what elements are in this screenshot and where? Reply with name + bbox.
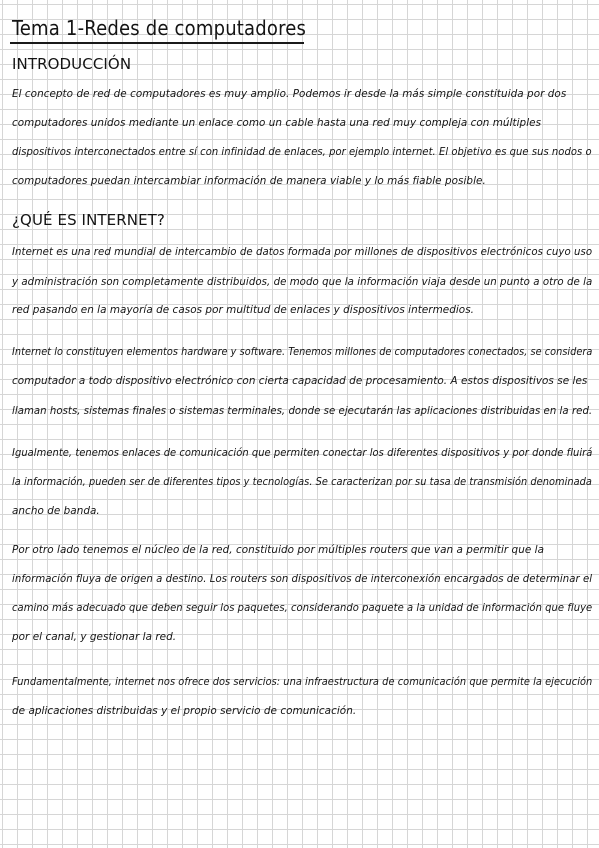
paragraph-3-line-2: la información, pueden ser de diferentes tipos y tecnologías. Se caracterizan por su tasa de transmisión denominada [12,476,592,488]
paragraph-4-line-1: Por otro lado tenemos el núcleo de la red, constituido por múltiples routers que van a permitir que la [12,544,544,556]
paragraph-4-line-4: por el canal, y gestionar la red. [12,631,177,643]
paragraph-2-line-1: Internet lo constituyen elementos hardware y software. Tenemos millones de computadores conectados, se considera [12,346,593,358]
intro-line-4: computadores puedan intercambiar información de manera viable y lo más fiable posible. [12,175,486,187]
section-heading-introduccion: INTRODUCCIÓN [12,55,132,73]
paragraph-1-line-2: y administración son completamente distribuidos, de modo que la información viaja desde un punto a otro de la [12,276,593,288]
paragraph-4-line-3: camino más adecuado que deben seguir los paquetes, considerando paquete a la unidad de información que fluye [12,602,593,614]
paragraph-3-line-1: Igualmente, tenemos enlaces de comunicación que permiten conectar los diferentes dispositivos y por donde fluirá [12,447,593,459]
paragraph-5-line-1: Fundamentalmente, internet nos ofrece dos servicios: una infraestructura de comunicación que permite la ejecución [12,676,593,688]
paragraph-2-line-2: computador a todo dispositivo electrónico con cierta capacidad de procesamiento. A estos dispositivos se les [12,375,588,387]
section-heading-que-es-internet: ¿QUÉ ES INTERNET? [12,211,165,229]
intro-line-3: dispositivos interconectados entre sí con infinidad de enlaces, por ejemplo internet. El objetivo es que sus nodos o [12,146,592,158]
page-title: Tema 1-Redes de computadores [12,16,307,40]
paragraph-4-line-2: información fluya de origen a destino. Los routers son dispositivos de interconexión encargados de determinar el [12,573,593,585]
intro-line-2: computadores unidos mediante un enlace como un cable hasta una red muy compleja con múltiples [12,117,542,129]
paragraph-5-line-2: de aplicaciones distribuidas y el propio servicio de comunicación. [12,705,357,717]
paragraph-1-line-1: Internet es una red mundial de intercambio de datos formada por millones de dispositivos electrónicos cuyo uso [12,246,593,258]
title-underline [10,42,304,44]
intro-line-1: El concepto de red de computadores es muy amplio. Podemos ir desde la más simple constituida por dos [12,88,567,100]
paragraph-3-line-3: ancho de banda. [12,505,100,517]
paragraph-1-line-3: red pasando en la mayoría de casos por multitud de enlaces y dispositivos intermedios. [12,304,475,316]
paragraph-2-line-3: llaman hosts, sistemas finales o sistemas terminales, donde se ejecutarán las aplicaciones distribuidas en la red. [12,405,593,417]
